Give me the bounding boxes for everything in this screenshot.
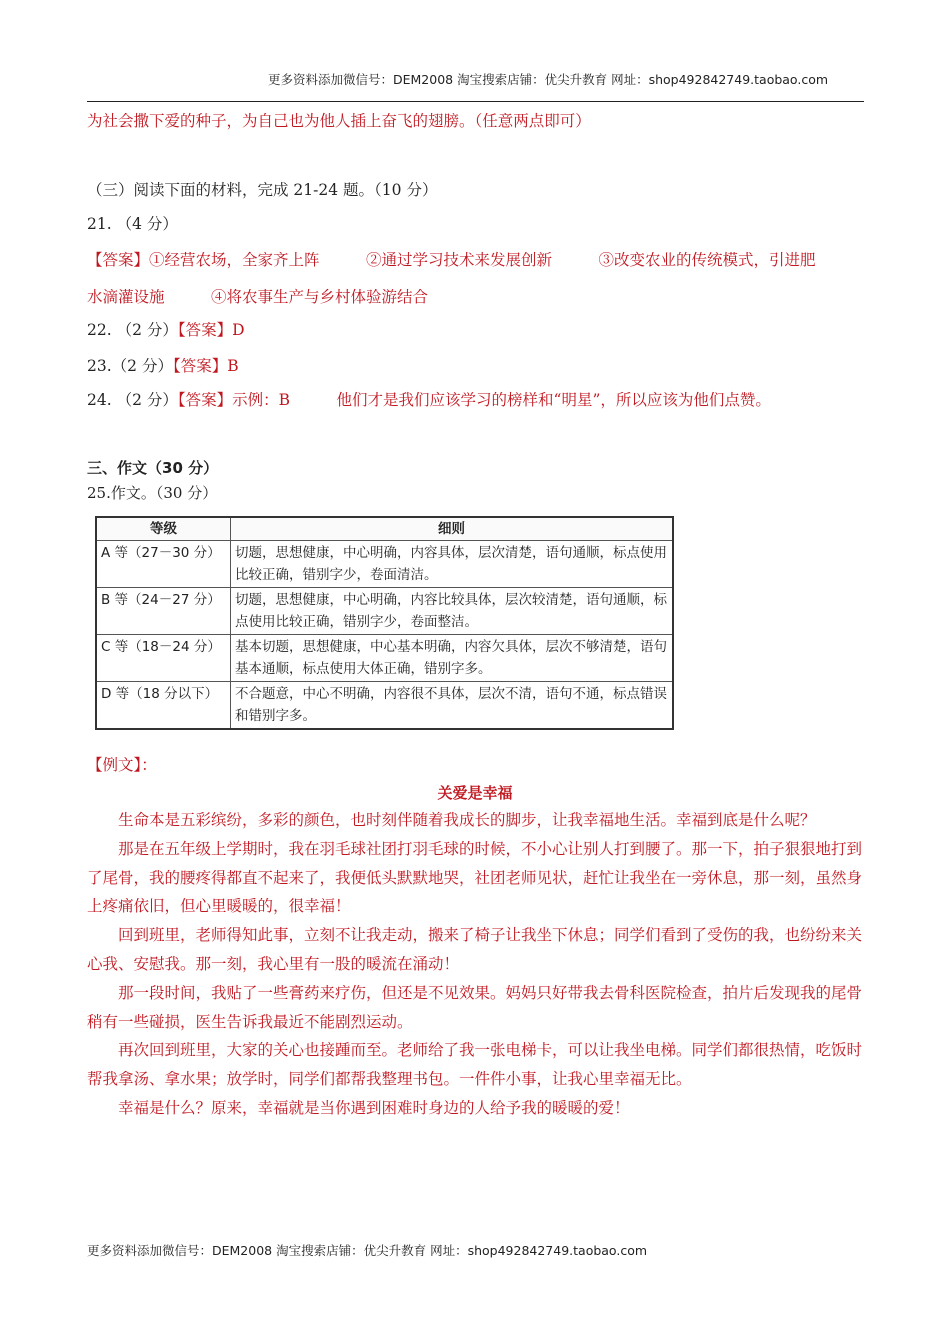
q23 [87, 354, 239, 376]
grade-criteria: 基本切题，思想健康，中心基本明确，内容欠具体，层次不够清楚，语句基本通顺，标点使用大体正确，错别字多。 [231, 635, 674, 682]
q21-label: 21. （4 分） [87, 215, 178, 233]
grade-level: B 等（24－27 分） [96, 588, 231, 635]
essay-body [87, 806, 869, 1123]
prev-answer-tail: 为社会撒下爱的种子，为自己也为他人插上奋飞的翅膀。（任意两点即可） [87, 112, 591, 130]
grade-level: A 等（27－30 分） [96, 541, 231, 588]
q24-answer: 【答案】示例：B 他们才是我们应该学习的榜样和“明星”，所以应该为他们点赞。 [177, 391, 771, 409]
q21-answer-line1: 【答案】①经营农场，全家齐上阵 ②通过学习技术来发展创新 ③改变农业的传统模式，引进肥 [87, 251, 816, 269]
header-level: 等级 [96, 517, 231, 541]
essay-paragraph: 生命本是五彩缤纷，多彩的颜色，也时刻伴随着我成长的脚步，让我幸福地生活。幸福到底是什么呢？ [118, 811, 816, 829]
table-row [96, 635, 673, 682]
header-rule [87, 101, 864, 102]
q22 [87, 318, 245, 340]
q24-label: 24. （2 分） [87, 391, 178, 409]
grade-level: D 等（18 分以下） [96, 682, 231, 730]
q23-label: 23.（2 分） [87, 357, 173, 375]
q21-answer-line2: 水滴灌设施 ④将农事生产与乡村体验游结合 [87, 288, 429, 306]
page-footer: 更多资料添加微信号：DEM2008 淘宝搜索店铺：优尖升教育 网址：shop492842749.taobao.com [87, 1243, 648, 1258]
grade-level: C 等（18－24 分） [96, 635, 231, 682]
table-row [96, 682, 673, 730]
q25-label: 25.作文。（30 分） [87, 484, 218, 502]
table-row [96, 588, 673, 635]
header-criteria: 细则 [231, 517, 674, 541]
essay-paragraph: 再次回到班里，大家的关心也接踵而至。老师给了我一张电梯卡，可以让我坐电梯。同学们都很热情，吃饭时帮我拿汤、拿水果；放学时，同学们都帮我整理书包。一件件小事，让我心里幸福无比。 [87, 1041, 863, 1089]
q22-label: 22. （2 分） [87, 321, 178, 339]
essay-paragraph: 那一段时间，我贴了一些膏药来疗伤，但还是不见效果。妈妈只好带我去骨科医院检查，拍片后发现我的尾骨稍有一些碰损，医生告诉我最近不能剧烈运动。 [87, 983, 863, 1031]
grade-criteria: 切题，思想健康，中心明确，内容比较具体，层次较清楚，语句通顺，标点使用比较正确，错别字少，卷面整洁。 [231, 588, 674, 635]
q24 [87, 388, 771, 410]
table-header-row [96, 517, 673, 541]
table-row [96, 541, 673, 588]
essay-paragraph: 幸福是什么？原来，幸福就是当你遇到困难时身边的人给予我的暖暖的爱！ [118, 1098, 630, 1117]
essay-paragraph: 那是在五年级上学期时，我在羽毛球社团打羽毛球的时候，不小心让别人打到腰了。那一下，拍子狠狠地打到了尾骨，我的腰疼得都直不起来了，我便低头默默地哭，社团老师见状，赶忙让我坐在一旁休息，那一刻，虽然身上疼痛依旧，但心里暖暖的，很幸福！ [87, 839, 863, 916]
q22-answer: 【答案】D [177, 321, 245, 339]
essay-title: 关爱是幸福 [437, 784, 513, 802]
page-header: 更多资料添加微信号：DEM2008 淘宝搜索店铺：优尖升教育 网址：shop492842749.taobao.com [268, 72, 829, 87]
part3-heading: 三、作文（30 分） [87, 459, 219, 477]
section-heading: （三）阅读下面的材料，完成 21-24 题。（10 分） [87, 181, 438, 199]
example-label: 【例文】： [87, 756, 157, 774]
grade-criteria: 切题，思想健康，中心明确，内容具体，层次清楚，语句通顺，标点使用比较正确，错别字少，卷面清洁。 [231, 541, 674, 588]
q23-answer: 【答案】B [172, 357, 239, 375]
grading-table [95, 516, 674, 730]
essay-paragraph: 回到班里，老师得知此事，立刻不让我走动，搬来了椅子让我坐下休息；同学们看到了受伤的我，也纷纷来关心我、安慰我。那一刻，我心里有一股的暖流在涌动！ [87, 926, 863, 973]
grade-criteria: 不合题意，中心不明确，内容很不具体，层次不清，语句不通，标点错误和错别字多。 [231, 682, 674, 730]
